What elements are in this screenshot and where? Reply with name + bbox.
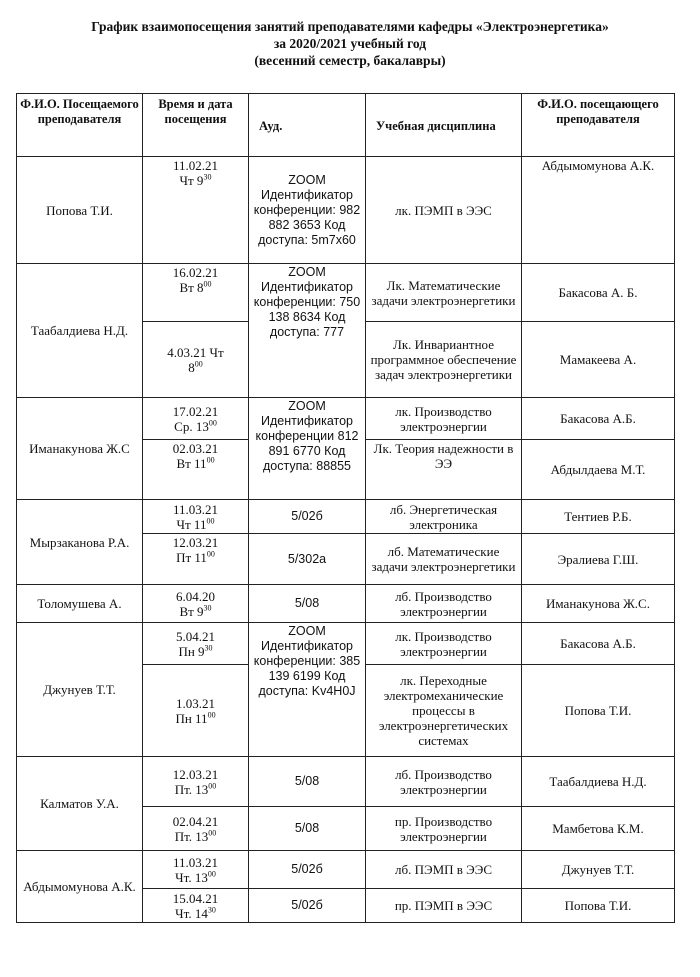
table-row [17,623,675,665]
visit-datetime [143,440,249,500]
table-row [17,264,675,322]
visit-datetime [143,757,249,807]
visit-date: 1.03.21 [176,695,215,711]
visit-time: $8^{00}$ [188,359,203,375]
visitor-name: Иманакунова Ж.С. [522,585,675,623]
visit-time: Пт. $13^{00}$ [174,828,217,844]
discipline-cell: лб. Энергетическая электроника [366,500,522,534]
visit-date: 11.02.21 [172,158,219,173]
visit-datetime [143,665,249,757]
title-line-2: за 2020/2021 учебный год [273,36,427,51]
visitor-name: Бакасова А.Б. [522,398,675,440]
discipline-cell: пр. ПЭМП в ЭЭС [366,889,522,923]
visit-datetime [143,157,249,264]
visit-datetime [143,322,249,398]
table-row [17,398,675,440]
visit-date: 12.03.21 [172,535,219,550]
room-cell: 5/08 [249,807,366,851]
visitor-name: Таабалдиева Н.Д. [522,757,675,807]
room-cell: ZOOM Идентификатор конференции: 982 882 3653 Код доступа: 5m7x60 [249,157,366,264]
schedule-table [16,93,675,923]
visit-time: Пт $11^{00}$ [176,549,215,565]
table-row [17,757,675,807]
visit-date: 11.03.21 [172,501,219,517]
visit-datetime [143,264,249,322]
discipline-cell: лк. Производство электроэнергии [366,623,522,665]
visitor-name: Эралиева Г.Ш. [522,534,675,585]
discipline-cell: лб. Производство электроэнергии [366,585,522,623]
discipline-cell: лк. ПЭМП в ЭЭС [366,157,522,264]
discipline-cell: Лк. Инвариантное программное обеспечение задач электроэнергетики [366,322,522,398]
visit-datetime [143,851,249,889]
visited-name: Попова Т.И. [17,157,143,264]
visited-name: Калматов У.А. [17,757,143,851]
visitor-name: Попова Т.И. [522,665,675,757]
discipline-cell: Лк. Математические задачи электроэнергетики [366,264,522,322]
title-line-3: (весенний семестр, бакалавры) [254,53,446,68]
visited-name: Иманакунова Ж.С [17,398,143,500]
visitor-name: Абдымомунова А.К. [522,157,675,264]
visit-time: Ср. $13^{00}$ [174,418,217,434]
table-row [17,500,675,534]
visited-name: Джунуев Т.Т. [17,623,143,757]
visit-time: Вт $9^{30}$ [179,603,212,619]
visit-time: Чт. $14^{30}$ [175,905,216,921]
visit-date: 5.04.21 [176,628,215,644]
discipline-cell: лб. ПЭМП в ЭЭС [366,851,522,889]
visit-time: Чт. $13^{00}$ [175,869,216,885]
title-line-1: График взаимопосещения занятий преподавателями кафедры «Электроэнергетика» [91,19,609,34]
visit-date: 02.04.21 [172,813,219,829]
room-cell: 5/302а [249,534,366,585]
room-cell: 5/02б [249,851,366,889]
visit-datetime [143,623,249,665]
visited-name: Абдымомунова А.К. [17,851,143,923]
visit-time: Вт $11^{00}$ [176,455,215,471]
room-cell: ZOOM Идентификатор конференции 812 891 6770 Код доступа: 88855 [249,398,366,500]
discipline-cell: лб. Производство электроэнергии [366,757,522,807]
visit-date: 17.02.21 [172,403,219,419]
header-discipline: Учебная дисциплина [366,94,522,157]
table-row [17,585,675,623]
header-row [17,94,675,157]
table-row [17,851,675,889]
visit-time: Пн $11^{00}$ [175,710,216,726]
visitor-name: Джунуев Т.Т. [522,851,675,889]
room-cell: 5/02б [249,500,366,534]
visitor-name: Мамакеева А. [522,322,675,398]
visitor-name: Бакасова А. Б. [522,264,675,322]
visit-datetime [143,398,249,440]
header-datetime: Время и дата посещения [143,94,249,157]
document-title [0,18,700,69]
visit-time: Чт $11^{00}$ [176,516,215,532]
visit-time: Пн $9^{30}$ [178,643,213,659]
room-cell: 5/02б [249,889,366,923]
visitor-name: Абдылдаева М.Т. [522,440,675,500]
visitor-name: Тентиев Р.Б. [522,500,675,534]
room-cell: ZOOM Идентификатор конференции: 750 138 8634 Код доступа: 777 [249,264,366,398]
discipline-cell: лк. Производство электроэнергии [366,398,522,440]
visitor-name: Попова Т.И. [522,889,675,923]
visit-date: 12.03.21 [172,766,219,782]
header-visitor: Ф.И.О. посещающего преподавателя [522,94,675,157]
discipline-cell: лб. Математические задачи электроэнергетики [366,534,522,585]
visit-datetime [143,889,249,923]
visit-date: 02.03.21 [172,441,219,456]
visit-time: Вт $8^{00}$ [179,279,212,295]
discipline-cell: лк. Переходные электромеханические процессы в электроэнергетических системах [366,665,522,757]
visit-datetime [143,500,249,534]
room-cell: 5/08 [249,585,366,623]
visit-date: 15.04.21 [172,890,219,906]
visit-date: 16.02.21 [172,265,219,280]
visit-date: 6.04.20 [176,588,215,604]
room-cell: ZOOM Идентификатор конференции: 385 139 6199 Код доступа: Kv4H0J [249,623,366,757]
header-visited: Ф.И.О. Посещаемого преподавателя [17,94,143,157]
table-row [17,157,675,264]
visit-datetime [143,585,249,623]
visitor-name: Бакасова А.Б. [522,623,675,665]
discipline-cell: пр. Производство электроэнергии [366,807,522,851]
discipline-cell: Лк. Теория надежности в ЭЭ [366,440,522,500]
visited-name: Толомушева А. [17,585,143,623]
visited-name: Таабалдиева Н.Д. [17,264,143,398]
visit-time: Пт. $13^{00}$ [174,781,217,797]
room-cell: 5/08 [249,757,366,807]
visitor-name: Мамбетова К.М. [522,807,675,851]
header-aud: Ауд. [249,94,366,157]
visit-time: Чт $9^{30}$ [179,172,212,188]
visit-date: 11.03.21 [172,854,219,870]
visit-date: 4.03.21 Чт [167,344,224,360]
visit-datetime [143,807,249,851]
visit-datetime [143,534,249,585]
visited-name: Мырзаканова Р.А. [17,500,143,585]
